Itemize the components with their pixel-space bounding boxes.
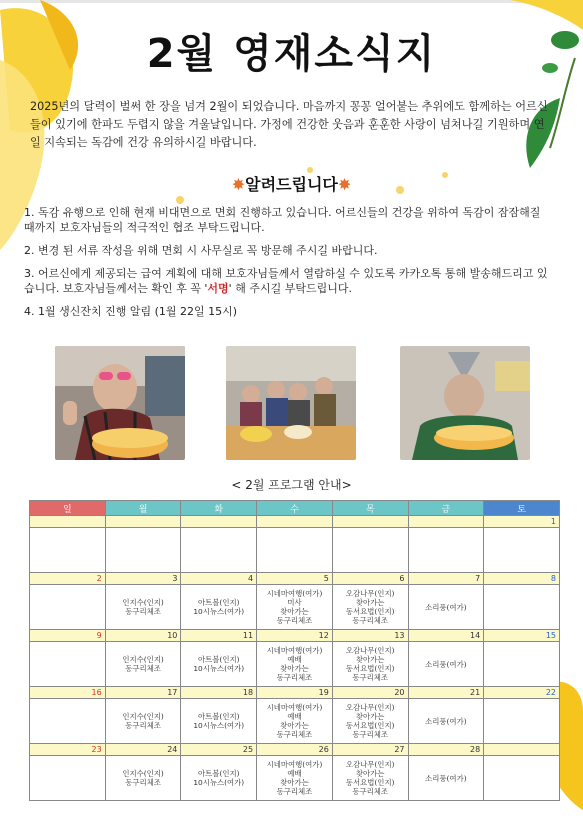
notice-item xyxy=(24,266,552,296)
calendar-date-cell: 26 xyxy=(257,744,333,756)
calendar-date-row xyxy=(30,573,560,585)
calendar-date-cell: 4 xyxy=(181,573,257,585)
calendar-date-cell: 6 xyxy=(332,573,408,585)
birthday-photo-3 xyxy=(400,346,530,460)
calendar-date-cell xyxy=(181,516,257,528)
calendar-date-row xyxy=(30,744,560,756)
weekday-header: 수 xyxy=(257,501,333,516)
calendar-date-cell: 14 xyxy=(408,630,484,642)
calendar-header-row xyxy=(30,501,560,516)
notice-heading xyxy=(0,172,583,195)
weekday-header: 일 xyxy=(30,501,106,516)
calendar-date-cell xyxy=(30,516,106,528)
calendar-date-cell xyxy=(105,516,181,528)
calendar-program-cell: 오감나무(인지) 찾아가는 동서요법(인지) 동구리체조 xyxy=(332,756,408,801)
calendar-date-cell xyxy=(257,516,333,528)
notice-list xyxy=(24,205,552,327)
calendar-date-cell: 20 xyxy=(332,687,408,699)
calendar-program-cell: 오감나무(인지) 찾아가는 동서요법(인지) 동구리체조 xyxy=(332,699,408,744)
notice-number: 1. xyxy=(24,206,35,219)
notice-text: 1월 생신잔치 진행 알림 (1월 22일 15시) xyxy=(38,305,238,318)
calendar-program-row xyxy=(30,699,560,744)
sparkle-icon: ✸ xyxy=(337,175,352,194)
calendar-date-cell xyxy=(484,744,560,756)
calendar-program-cell xyxy=(408,528,484,573)
calendar-date-cell: 19 xyxy=(257,687,333,699)
calendar-date-cell: 5 xyxy=(257,573,333,585)
program-calendar xyxy=(29,500,560,801)
calendar-program-cell: 소리풍(여가) xyxy=(408,699,484,744)
calendar-program-cell: 인지수(인지) 동구리체조 xyxy=(105,699,181,744)
calendar-date-cell: 16 xyxy=(30,687,106,699)
notice-heading-text: 알려드립니다 xyxy=(245,175,338,194)
notice-item xyxy=(24,304,552,319)
signature-highlight: 서명 xyxy=(207,282,229,295)
calendar-program-cell xyxy=(484,699,560,744)
calendar-date-cell xyxy=(332,516,408,528)
notice-number: 3. xyxy=(24,267,35,280)
calendar-program-cell: 오감나무(인지) 찾아가는 동서요법(인지) 동구리체조 xyxy=(332,585,408,630)
weekday-header: 목 xyxy=(332,501,408,516)
calendar-date-cell: 23 xyxy=(30,744,106,756)
calendar-program-cell: 소리풍(여가) xyxy=(408,585,484,630)
calendar-program-cell xyxy=(484,642,560,687)
birthday-photo-2 xyxy=(226,346,356,460)
calendar-date-cell: 8 xyxy=(484,573,560,585)
calendar-program-cell xyxy=(30,699,106,744)
notice-text: 독감 유행으로 인해 현재 비대면으로 면회 진행하고 있습니다. 어르신들의 건강을 위하여 독감이 잠잠해질 때까지 보호자님들의 적극적인 협조 부탁드립니다. xyxy=(24,206,541,234)
notice-item xyxy=(24,243,552,258)
calendar-date-cell: 27 xyxy=(332,744,408,756)
notice-text: ' 해 주시길 부탁드립니다. xyxy=(228,282,352,295)
calendar-program-cell xyxy=(30,642,106,687)
calendar-date-cell: 10 xyxy=(105,630,181,642)
calendar-program-cell xyxy=(105,528,181,573)
calendar-program-cell: 소리풍(여가) xyxy=(408,642,484,687)
sparkle-icon: ✸ xyxy=(231,175,246,194)
calendar-date-cell: 13 xyxy=(332,630,408,642)
calendar-program-cell: 인지수(인지) 동구리체조 xyxy=(105,642,181,687)
calendar-date-cell: 22 xyxy=(484,687,560,699)
calendar-program-cell: 인지수(인지) 동구리체조 xyxy=(105,585,181,630)
calendar-program-cell: 아트볼(인지) 10시뉴스(여가) xyxy=(181,699,257,744)
calendar-date-cell: 24 xyxy=(105,744,181,756)
calendar-date-cell: 9 xyxy=(30,630,106,642)
birthday-photo-1 xyxy=(55,346,185,460)
notice-text: 변경 된 서류 작성을 위해 면회 시 사무실로 꼭 방문해 주시길 바랍니다. xyxy=(38,244,378,257)
calendar-date-cell: 28 xyxy=(408,744,484,756)
calendar-program-cell xyxy=(30,756,106,801)
notice-number: 2. xyxy=(24,244,35,257)
weekday-header: 화 xyxy=(181,501,257,516)
calendar-program-cell xyxy=(257,528,333,573)
calendar-date-cell xyxy=(408,516,484,528)
calendar-date-cell: 7 xyxy=(408,573,484,585)
calendar-program-cell xyxy=(30,528,106,573)
intro-paragraph: 2025년의 달력이 벌써 한 장을 넘겨 2월이 되었습니다. 마음까지 꽁꽁 얼어붙는 추위에도 함께하는 어르신들이 있기에 한파도 두렵지 않을 겨울날입니다. 가정에 건강한 웃음과 훈훈한 사랑이 넘쳐나길 기원하며 연일 지속되는 독감에 건강 유의하시길 바랍니다. xyxy=(30,100,548,149)
calendar-program-cell xyxy=(484,528,560,573)
calendar-date-cell: 25 xyxy=(181,744,257,756)
calendar-program-cell: 아트볼(인지) 10시뉴스(여가) xyxy=(181,756,257,801)
calendar-date-cell: 15 xyxy=(484,630,560,642)
program-title: < 2월 프로그램 안내> xyxy=(231,478,352,492)
calendar-date-cell: 1 xyxy=(484,516,560,528)
calendar-program-cell: 아트볼(인지) 10시뉴스(여가) xyxy=(181,642,257,687)
weekday-header: 월 xyxy=(105,501,181,516)
notice-item xyxy=(24,205,552,235)
calendar-date-row xyxy=(30,516,560,528)
page-title: 2월 영재소식지 xyxy=(146,31,437,77)
notice-number: 4. xyxy=(24,305,35,318)
calendar-program-cell xyxy=(30,585,106,630)
calendar-date-cell: 2 xyxy=(30,573,106,585)
calendar-date-cell: 17 xyxy=(105,687,181,699)
calendar-program-row xyxy=(30,756,560,801)
weekday-header: 토 xyxy=(484,501,560,516)
calendar-program-cell: 시네마여행(여가) 예배 찾아가는 동구리체조 xyxy=(257,756,333,801)
calendar-program-cell: 인지수(인지) 동구리체조 xyxy=(105,756,181,801)
calendar-program-cell: 소리풍(여가) xyxy=(408,756,484,801)
calendar-body xyxy=(30,516,560,801)
calendar-program-row xyxy=(30,585,560,630)
weekday-header: 금 xyxy=(408,501,484,516)
calendar-date-cell: 21 xyxy=(408,687,484,699)
calendar-date-row xyxy=(30,630,560,642)
calendar-program-cell: 아트볼(인지) 10시뉴스(여가) xyxy=(181,585,257,630)
calendar-date-row xyxy=(30,687,560,699)
calendar-program-cell xyxy=(332,528,408,573)
calendar-program-row xyxy=(30,528,560,573)
calendar-program-cell xyxy=(181,528,257,573)
calendar-program-row xyxy=(30,642,560,687)
calendar-program-cell xyxy=(484,756,560,801)
calendar-date-cell: 18 xyxy=(181,687,257,699)
calendar-program-cell: 시네마여행(여가) 예배 찾아가는 동구리체조 xyxy=(257,642,333,687)
calendar-program-cell xyxy=(484,585,560,630)
calendar-program-cell: 시네마여행(여가) 예배 찾아가는 동구리체조 xyxy=(257,699,333,744)
calendar-date-cell: 11 xyxy=(181,630,257,642)
notice-text: 어르신에게 제공되는 급여 계획에 대해 보호자님들께서 열람하실 수 있도록 카카오톡 통해 발송해드리고 있습니다. 보호자님들께서는 확인 후 꼭 ' xyxy=(24,267,548,295)
calendar-date-cell: 3 xyxy=(105,573,181,585)
calendar-program-cell: 오감나무(인지) 찾아가는 동서요법(인지) 동구리체조 xyxy=(332,642,408,687)
calendar-program-cell: 시네마여행(여가) 미사 찾아가는 동구리체조 xyxy=(257,585,333,630)
calendar-date-cell: 12 xyxy=(257,630,333,642)
